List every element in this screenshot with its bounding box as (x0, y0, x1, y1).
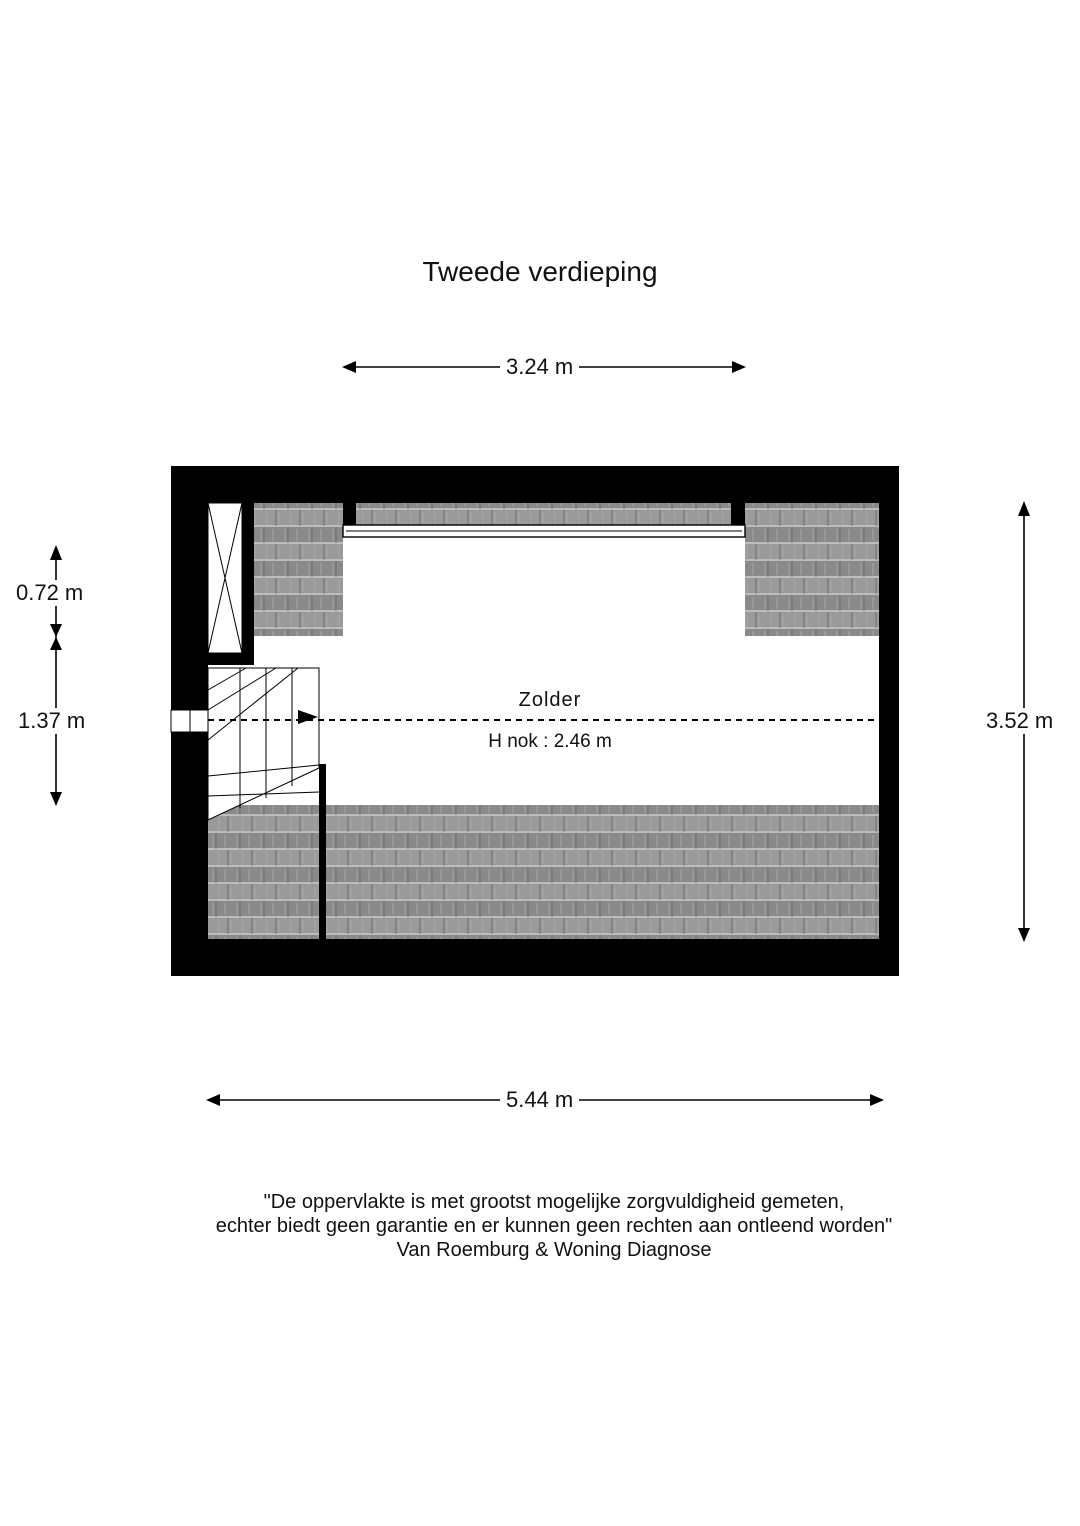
roof-tiles-top-right (745, 503, 879, 636)
window-post-right (731, 503, 745, 525)
roof-tiles-top-left (254, 503, 343, 636)
window-post-left (343, 503, 356, 525)
dimension-left-upper-label: 0.72 m (16, 580, 84, 605)
dimension-top-arrowhead-right (732, 361, 746, 373)
dimension-right-label: 3.52 m (986, 708, 1054, 733)
dimension-left-arrowhead-mid-down (50, 624, 62, 637)
roof-tiles-bottom (208, 805, 879, 939)
dimension-left-arrowhead-bottom (50, 792, 62, 806)
disclaimer-line-2: echter biedt geen garantie en er kunnen geen rechten aan ontleend worden" (215, 1215, 893, 1237)
roof-tiles-top-middle (356, 503, 731, 525)
dimension-left-arrowhead-mid-up (50, 637, 62, 650)
room-name: Zolder (518, 689, 582, 711)
dimension-bottom-arrowhead-right (870, 1094, 884, 1106)
dimension-top-arrowhead-left (342, 361, 356, 373)
shaft-ledge (208, 653, 254, 665)
dimension-bottom-arrowhead-left (206, 1094, 220, 1106)
dimension-left-arrowhead-top (50, 545, 62, 560)
dimension-bottom-label: 5.44 m (500, 1087, 579, 1113)
disclaimer-line-1: "De oppervlakte is met grootst mogelijke zorgvuldigheid gemeten, (263, 1191, 845, 1213)
stair-side-wall (319, 764, 326, 939)
left-inner-wall (242, 503, 254, 665)
dimension-left-lower-label: 1.37 m (18, 708, 86, 733)
dimension-right-arrowhead-bottom (1018, 928, 1030, 942)
disclaimer (0, 1190, 1080, 1262)
dimension-right-arrowhead-top (1018, 501, 1030, 516)
dimension-top-label: 3.24 m (500, 354, 579, 380)
disclaimer-line-3: Van Roemburg & Woning Diagnose (396, 1239, 712, 1261)
room-height: H nok : 2.46 m (488, 731, 612, 752)
page-title: Tweede verdieping (422, 256, 658, 287)
